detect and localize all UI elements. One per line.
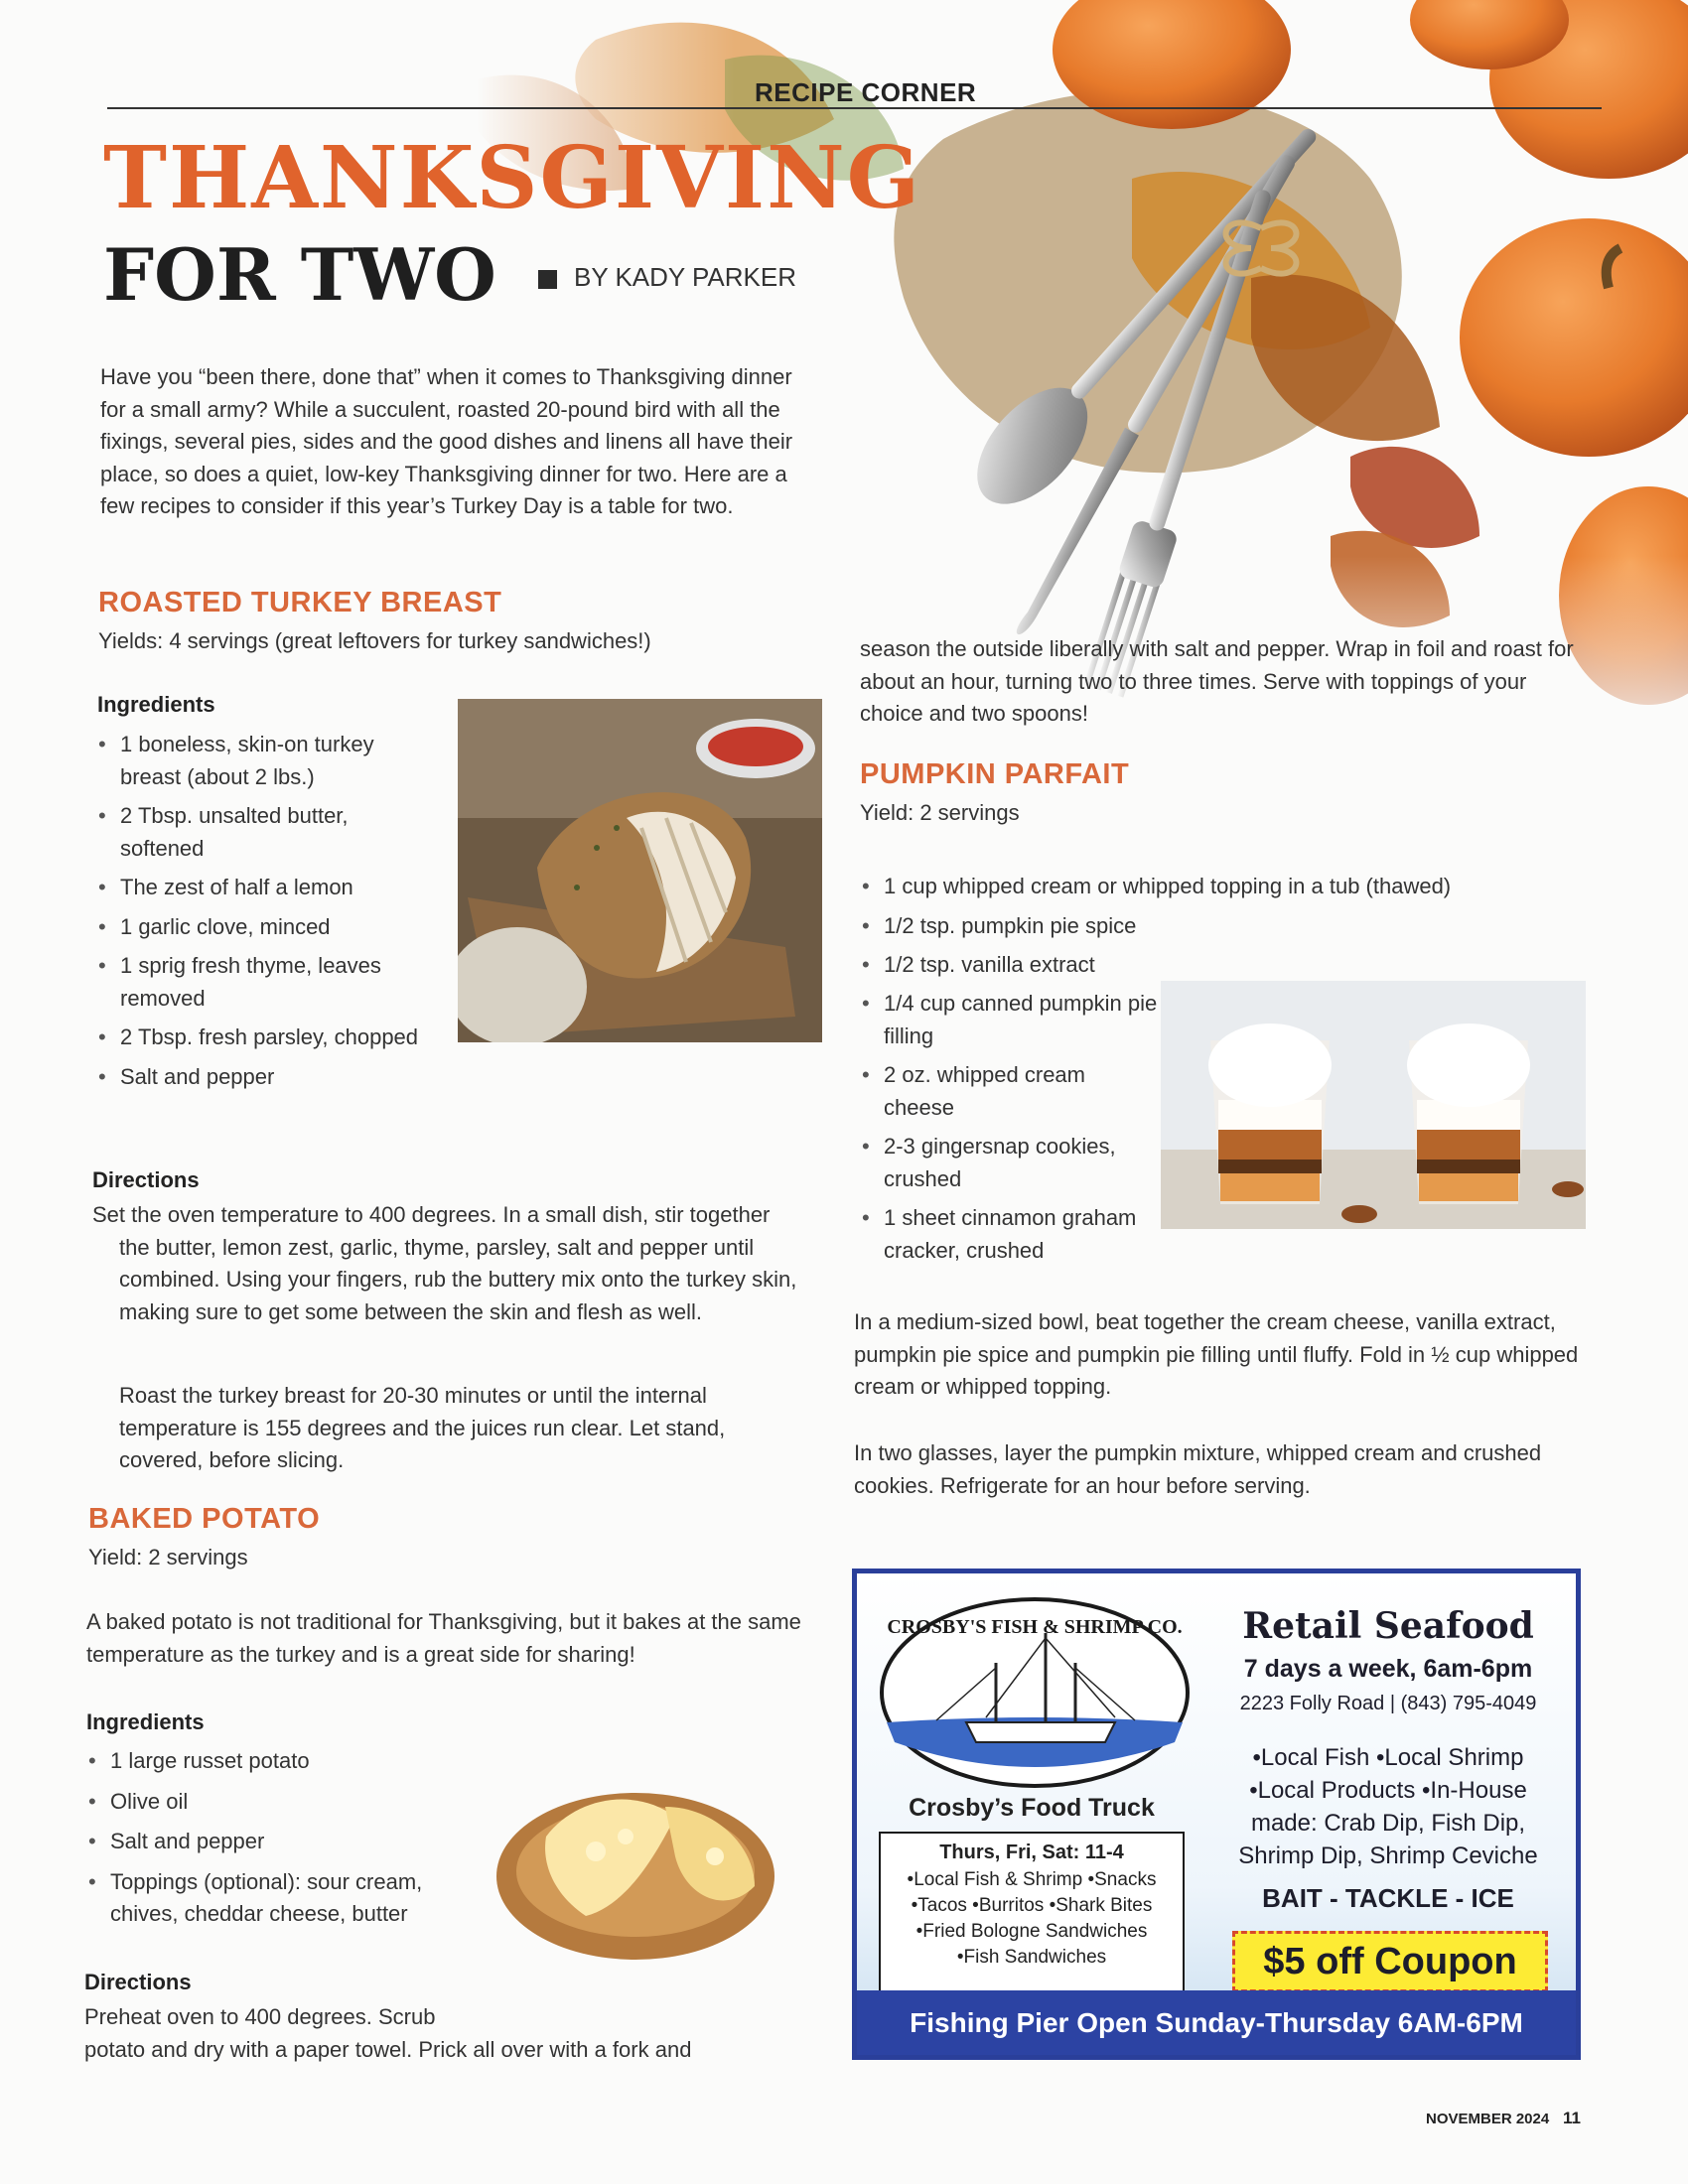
turkey-yield: Yields: 4 servings (great leftovers for turkey sandwiches!) <box>98 628 651 653</box>
parfait-title: PUMPKIN PARFAIT <box>860 758 1130 790</box>
byline-square <box>538 270 557 289</box>
byline: BY KADY PARKER <box>574 262 796 292</box>
potato-directions-line2: potato and dry with a paper towel. Prick all over with a fork and <box>84 2037 692 2062</box>
potato-directions-continued: season the outside liberally with salt and pepper. Wrap in foil and roast for about an hour, turning two to three times. Serve with toppings of your choice and two spoons! <box>860 636 1574 726</box>
crosbys-logo <box>877 1593 1193 1792</box>
food-truck-line2: •Tacos •Burritos •Shark Bites <box>911 1895 1153 1916</box>
parfait-ingredients-list <box>860 988 1158 1274</box>
food-truck-line3: •Fried Bologne Sandwiches <box>915 1921 1148 1942</box>
retail-hours: 7 days a week, 6am-6pm <box>1243 1655 1533 1683</box>
list-item: • 2-3 gingersnap cookies, crushed <box>860 1131 1158 1195</box>
list-item: • 1 sprig fresh thyme, leaves removed <box>96 950 424 1015</box>
turkey-directions-1: Set the oven temperature to 400 degrees. In a small dish, stir together the butter, lemon zest, garlic, thyme, parsley, salt and pepper until combined. Using your fingers, rub the buttery mix onto the turkey skin, making sure to get some between the skin and flesh as well. <box>92 1202 797 1324</box>
retail-title: Retail Seafood <box>1242 1605 1534 1647</box>
list-item: • 1 cup whipped cream or whipped topping in a tub (thawed) <box>860 871 1585 903</box>
retail-line2: •Local Products •In-House <box>1249 1777 1527 1804</box>
parfait-directions-2: In two glasses, layer the pumpkin mixture, whipped cream and crushed cookies. Refrigerate for an hour before serving. <box>854 1440 1542 1498</box>
intro-paragraph: Have you “been there, done that” when it comes to Thanksgiving dinner for a small army? While a succulent, roasted 20-pound bird with all the fixings, several pies, sides and the good dishes and linens all have their place, so does a quiet, low-key Thanksgiving dinner for two. Here are a few recipes to consider if this year’s Turkey Day is a table for two. <box>100 364 793 518</box>
page-number: 11 <box>1563 2109 1581 2127</box>
turkey-photo <box>458 699 822 1042</box>
list-item: • 1 boneless, skin-on turkey breast (about 2 lbs.) <box>96 729 424 793</box>
bait-tackle-ice: BAIT - TACKLE - ICE <box>1262 1883 1514 1913</box>
food-truck-box <box>879 1832 1185 1996</box>
food-truck-title: Crosby’s Food Truck <box>909 1794 1155 1822</box>
footer-date: NOVEMBER 2024 <box>1426 2111 1550 2127</box>
list-item: • Toppings (optional): sour cream, chives, cheddar cheese, butter <box>86 1866 464 1931</box>
food-truck-hours: Thurs, Fri, Sat: 11-4 <box>939 1842 1124 1863</box>
potato-ingredients-list <box>86 1745 464 1938</box>
parfait-yield: Yield: 2 servings <box>860 800 1020 825</box>
list-item: • 1 large russet potato <box>86 1745 464 1778</box>
turkey-ingredients-list <box>96 729 424 1100</box>
list-item: • 1/4 cup canned pumpkin pie filling <box>860 988 1158 1052</box>
potato-ingredients-label: Ingredients <box>86 1709 205 1734</box>
potato-yield: Yield: 2 servings <box>88 1545 248 1570</box>
potato-directions-line1: Preheat oven to 400 degrees. Scrub <box>84 2004 436 2029</box>
list-item: • Salt and pepper <box>96 1061 424 1094</box>
list-item: • The zest of half a lemon <box>96 872 424 904</box>
list-item: • 2 oz. whipped cream cheese <box>860 1059 1158 1124</box>
list-item: • 2 Tbsp. fresh parsley, chopped <box>96 1022 424 1054</box>
food-truck-line4: •Fish Sandwiches <box>956 1947 1107 1968</box>
list-item: • Salt and pepper <box>86 1826 464 1858</box>
fishing-pier-banner: Fishing Pier Open Sunday-Thursday 6AM-6PM <box>857 1990 1576 2055</box>
retail-address: 2223 Folly Road | (843) 795-4049 <box>1239 1693 1537 1714</box>
list-item: • 1 garlic clove, minced <box>96 911 424 944</box>
page-title-line2: FOR TWO <box>103 232 496 317</box>
potato-photo <box>487 1767 784 1966</box>
turkey-title: ROASTED TURKEY BREAST <box>98 587 502 618</box>
parfait-ingredients-list-wide <box>860 871 1585 989</box>
coupon-badge[interactable]: $5 off Coupon <box>1232 1931 1548 1992</box>
crosbys-advertisement[interactable] <box>852 1569 1581 2060</box>
list-item: • 1 sheet cinnamon graham cracker, crushed <box>860 1202 1158 1267</box>
potato-intro: A baked potato is not traditional for Thanksgiving, but it bakes at the same temperature as the turkey and is a great side for sharing! <box>86 1609 801 1667</box>
crosbys-logo-text: CROSBY'S FISH & SHRIMP CO. <box>887 1616 1183 1638</box>
food-truck-line1: •Local Fish & Shrimp •Snacks <box>907 1869 1157 1890</box>
potato-title: BAKED POTATO <box>88 1503 321 1535</box>
list-item: • 2 Tbsp. unsalted butter, softened <box>96 800 424 865</box>
parfait-photo <box>1161 981 1586 1229</box>
section-label: RECIPE CORNER <box>755 77 977 107</box>
turkey-directions-label: Directions <box>92 1167 200 1192</box>
parfait-directions-1: In a medium-sized bowl, beat together the cream cheese, vanilla extract, pumpkin pie spice and pumpkin pie filling until fluffy. Fold in ½ cup whipped cream or whipped topping. <box>854 1309 1579 1399</box>
list-item: • Olive oil <box>86 1786 464 1819</box>
list-item: • 1/2 tsp. pumpkin pie spice <box>860 910 1585 943</box>
page-title-line1: THANKSGIVING <box>103 128 922 228</box>
list-item: • 1/2 tsp. vanilla extract <box>860 949 1585 982</box>
turkey-ingredients-label: Ingredients <box>97 692 215 717</box>
potato-directions-label: Directions <box>84 1970 192 1994</box>
turkey-directions-2: Roast the turkey breast for 20-30 minutes or until the internal temperature is 155 degrees and the juices run clear. Let stand, covered, before slicing. <box>119 1383 726 1472</box>
retail-line1: •Local Fish •Local Shrimp <box>1252 1744 1524 1771</box>
retail-line3: made: Crab Dip, Fish Dip, <box>1250 1810 1526 1837</box>
retail-line4: Shrimp Dip, Shrimp Ceviche <box>1238 1843 1538 1869</box>
